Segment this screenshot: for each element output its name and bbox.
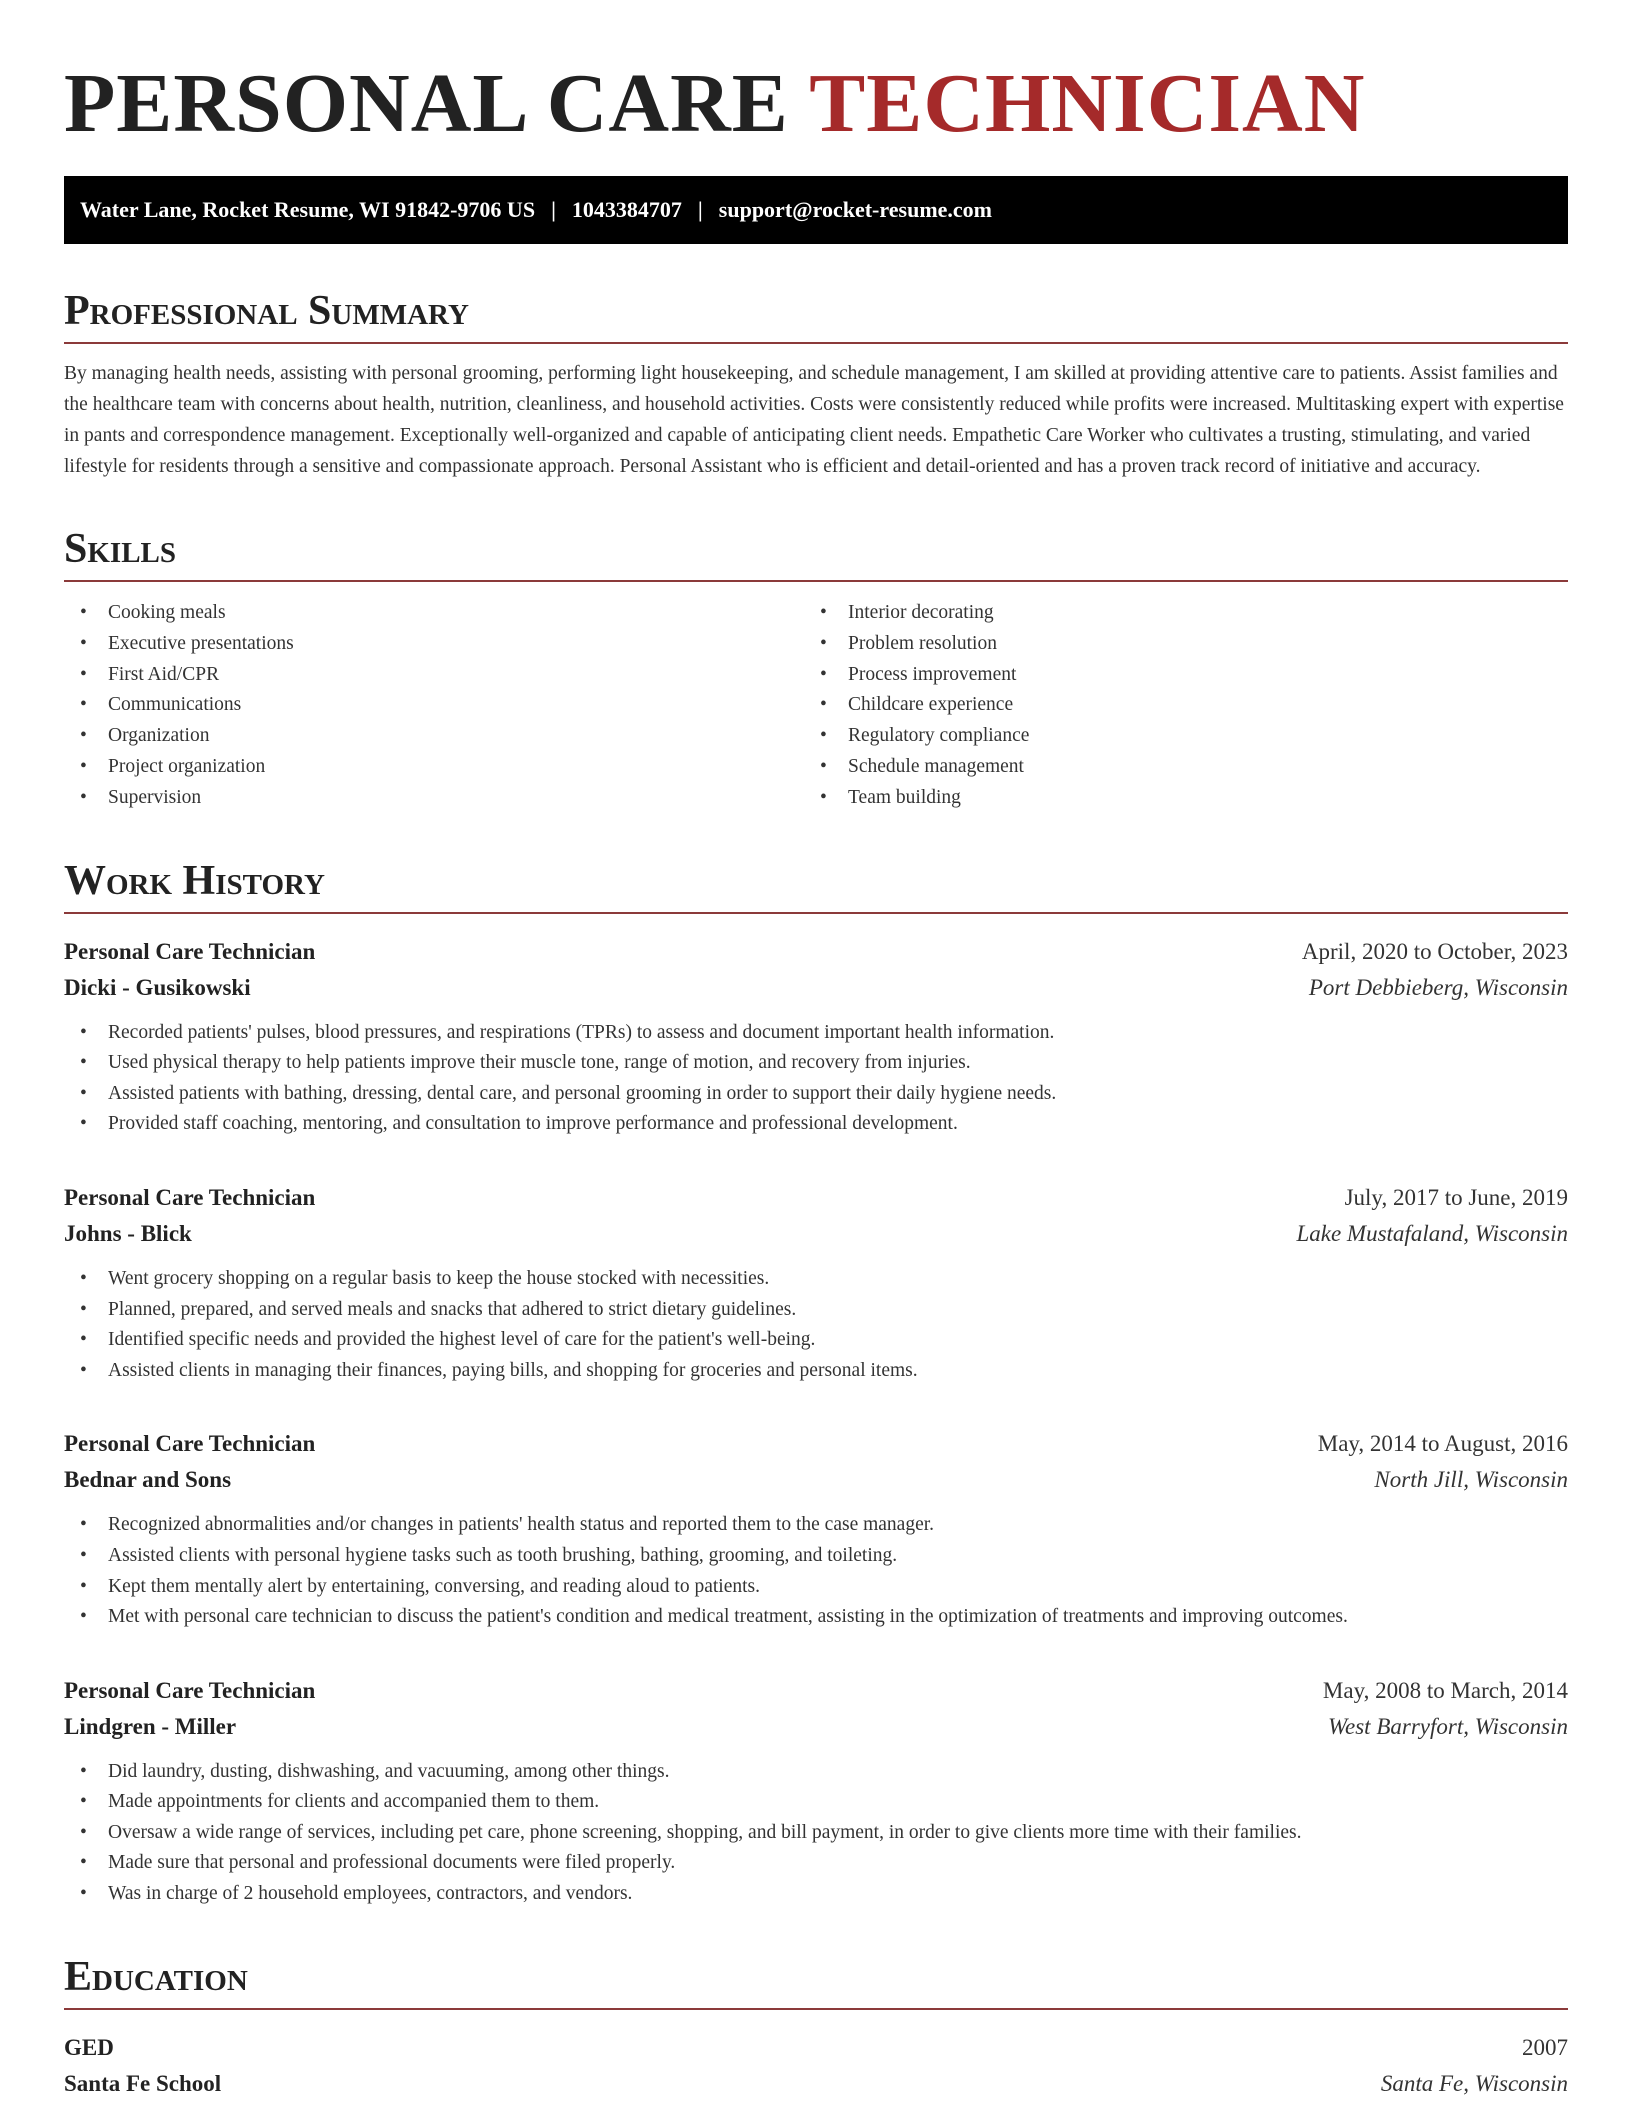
contact-email: support@rocket-resume.com: [718, 197, 992, 222]
job-company: Lindgren - Miller: [64, 1713, 237, 1739]
skill-item: • Communications: [64, 690, 804, 721]
job-bullet: • Planned, prepared, and served meals and snacks that adhered to strict dietary guidelines.: [64, 1295, 1568, 1326]
job-company: Bednar and Sons: [64, 1467, 232, 1493]
job-title: Personal Care Technician: [64, 938, 316, 964]
job-bullets: [64, 1757, 1568, 1910]
job-entry: [64, 934, 1568, 1140]
job-bullet: • Oversaw a wide range of services, including pet care, phone screening, shopping, and bill payment, in order to give clients more time with their families.: [64, 1818, 1568, 1849]
contact-address: Water Lane, Rocket Resume, WI 91842-9706 US: [80, 197, 536, 222]
job-bullets: [64, 1018, 1568, 1140]
education-location: Santa Fe, Wisconsin: [1380, 2070, 1568, 2096]
job-bullets: [64, 1264, 1568, 1386]
skill-item: • Team building: [804, 783, 1544, 814]
job-entry: [64, 1180, 1568, 1386]
job-bullet: • Met with personal care technician to discuss the patient's condition and medical treatment, assisting in the optimization of treatments and improving outcomes.: [64, 1602, 1568, 1633]
education-entry: [64, 2030, 1568, 2102]
job-bullet: • Identified specific needs and provided the highest level of care for the patient's well-being.: [64, 1325, 1568, 1356]
skill-item: • Organization: [64, 721, 804, 752]
skill-item: • Process improvement: [804, 660, 1544, 691]
education-degree: GED: [64, 2034, 114, 2060]
contact-separator: |: [697, 197, 703, 222]
job-location: West Barryfort, Wisconsin: [1327, 1713, 1568, 1739]
skills-list-left: [64, 598, 804, 814]
summary-heading: Professional Summary: [64, 288, 1568, 344]
resume-name: [64, 0, 1568, 154]
skill-item: • Childcare experience: [804, 690, 1544, 721]
job-bullet: • Assisted clients with personal hygiene tasks such as tooth brushing, bathing, grooming, and toileting.: [64, 1541, 1568, 1572]
skill-item: • Cooking meals: [64, 598, 804, 629]
job-bullet: • Was in charge of 2 household employees, contractors, and vendors.: [64, 1879, 1568, 1910]
job-bullet: • Assisted clients in managing their finances, paying bills, and shopping for groceries and personal items.: [64, 1356, 1568, 1387]
job-bullet: • Recognized abnormalities and/or changes in patients' health status and reported them to the case manager.: [64, 1510, 1568, 1541]
summary-text: By managing health needs, assisting with personal grooming, performing light housekeeping, and schedule management, I am skilled at providing attentive care to patients. Assist families and the healthcare team with concerns about health, nutrition, cleanliness, and household activities. Costs were consistently reduced while profits were increased. Multitasking expert with expertise in pants and correspondence management. Exceptionally well-organized and capable of anticipating client needs. Empathetic Care Worker who cultivates a trusting, stimulating, and varied lifestyle for residents through a sensitive and compassionate approach. Personal Assistant who is efficient and detail-oriented and has a proven track record of initiative and accuracy.: [64, 363, 1564, 477]
job-title: Personal Care Technician: [64, 1431, 316, 1457]
job-dates: April, 2020 to October, 2023: [1301, 938, 1568, 964]
contact-bar: [64, 176, 1568, 244]
skills-columns: [64, 598, 1568, 814]
name-accent: TECHNICIAN: [809, 57, 1366, 150]
job-bullet: • Recorded patients' pulses, blood pressures, and respirations (TPRs) to assess and document important health information.: [64, 1018, 1568, 1049]
job-title: Personal Care Technician: [64, 1184, 316, 1210]
job-entry: [64, 1426, 1568, 1632]
job-bullets: [64, 1510, 1568, 1632]
job-dates: May, 2008 to March, 2014: [1322, 1677, 1568, 1703]
skills-heading: Skills: [64, 526, 1568, 582]
skill-item: • Executive presentations: [64, 629, 804, 660]
job-bullet: • Provided staff coaching, mentoring, and consultation to improve performance and professional development.: [64, 1109, 1568, 1140]
job-dates: May, 2014 to August, 2016: [1317, 1431, 1568, 1457]
job-location: Port Debbieberg, Wisconsin: [1308, 974, 1568, 1000]
job-bullet: • Did laundry, dusting, dishwashing, and vacuuming, among other things.: [64, 1757, 1568, 1788]
education-section: [64, 1954, 1568, 2102]
skill-item: • Project organization: [64, 752, 804, 783]
work-history-heading: Work History: [64, 858, 1568, 914]
contact-separator: |: [551, 197, 556, 222]
skill-item: • Interior decorating: [804, 598, 1544, 629]
job-entry: [64, 1673, 1568, 1910]
skill-item: • Regulatory compliance: [804, 721, 1544, 752]
name-main: PERSONAL CARE: [64, 57, 810, 150]
job-title: Personal Care Technician: [64, 1677, 316, 1703]
job-dates: July, 2017 to June, 2019: [1344, 1184, 1568, 1210]
job-location: Lake Mustafaland, Wisconsin: [1296, 1220, 1568, 1246]
skills-section: [64, 526, 1568, 814]
contact-phone: 1043384707: [571, 197, 682, 222]
education-heading: Education: [64, 1954, 1568, 2010]
skill-item: • Problem resolution: [804, 629, 1544, 660]
skill-item: • Supervision: [64, 783, 804, 814]
job-bullet: • Made appointments for clients and accompanied them to them.: [64, 1787, 1568, 1818]
job-bullet: • Made sure that personal and professional documents were filed properly.: [64, 1848, 1568, 1879]
work-history-section: [64, 858, 1568, 1910]
summary-section: [64, 288, 1568, 482]
job-bullet: • Kept them mentally alert by entertaining, conversing, and reading aloud to patients.: [64, 1572, 1568, 1603]
job-location: North Jill, Wisconsin: [1374, 1467, 1568, 1493]
job-company: Dicki - Gusikowski: [64, 974, 251, 1000]
education-year: 2007: [1522, 2034, 1568, 2060]
job-bullet: • Went grocery shopping on a regular basis to keep the house stocked with necessities.: [64, 1264, 1568, 1295]
job-bullet: • Assisted patients with bathing, dressing, dental care, and personal grooming in order to support their daily hygiene needs.: [64, 1079, 1568, 1110]
skill-item: • Schedule management: [804, 752, 1544, 783]
education-school: Santa Fe School: [64, 2070, 222, 2096]
skill-item: • First Aid/CPR: [64, 660, 804, 691]
job-company: Johns - Blick: [64, 1220, 192, 1246]
job-bullet: • Used physical therapy to help patients improve their muscle tone, range of motion, and recovery from injuries.: [64, 1048, 1568, 1079]
skills-list-right: [804, 598, 1544, 814]
